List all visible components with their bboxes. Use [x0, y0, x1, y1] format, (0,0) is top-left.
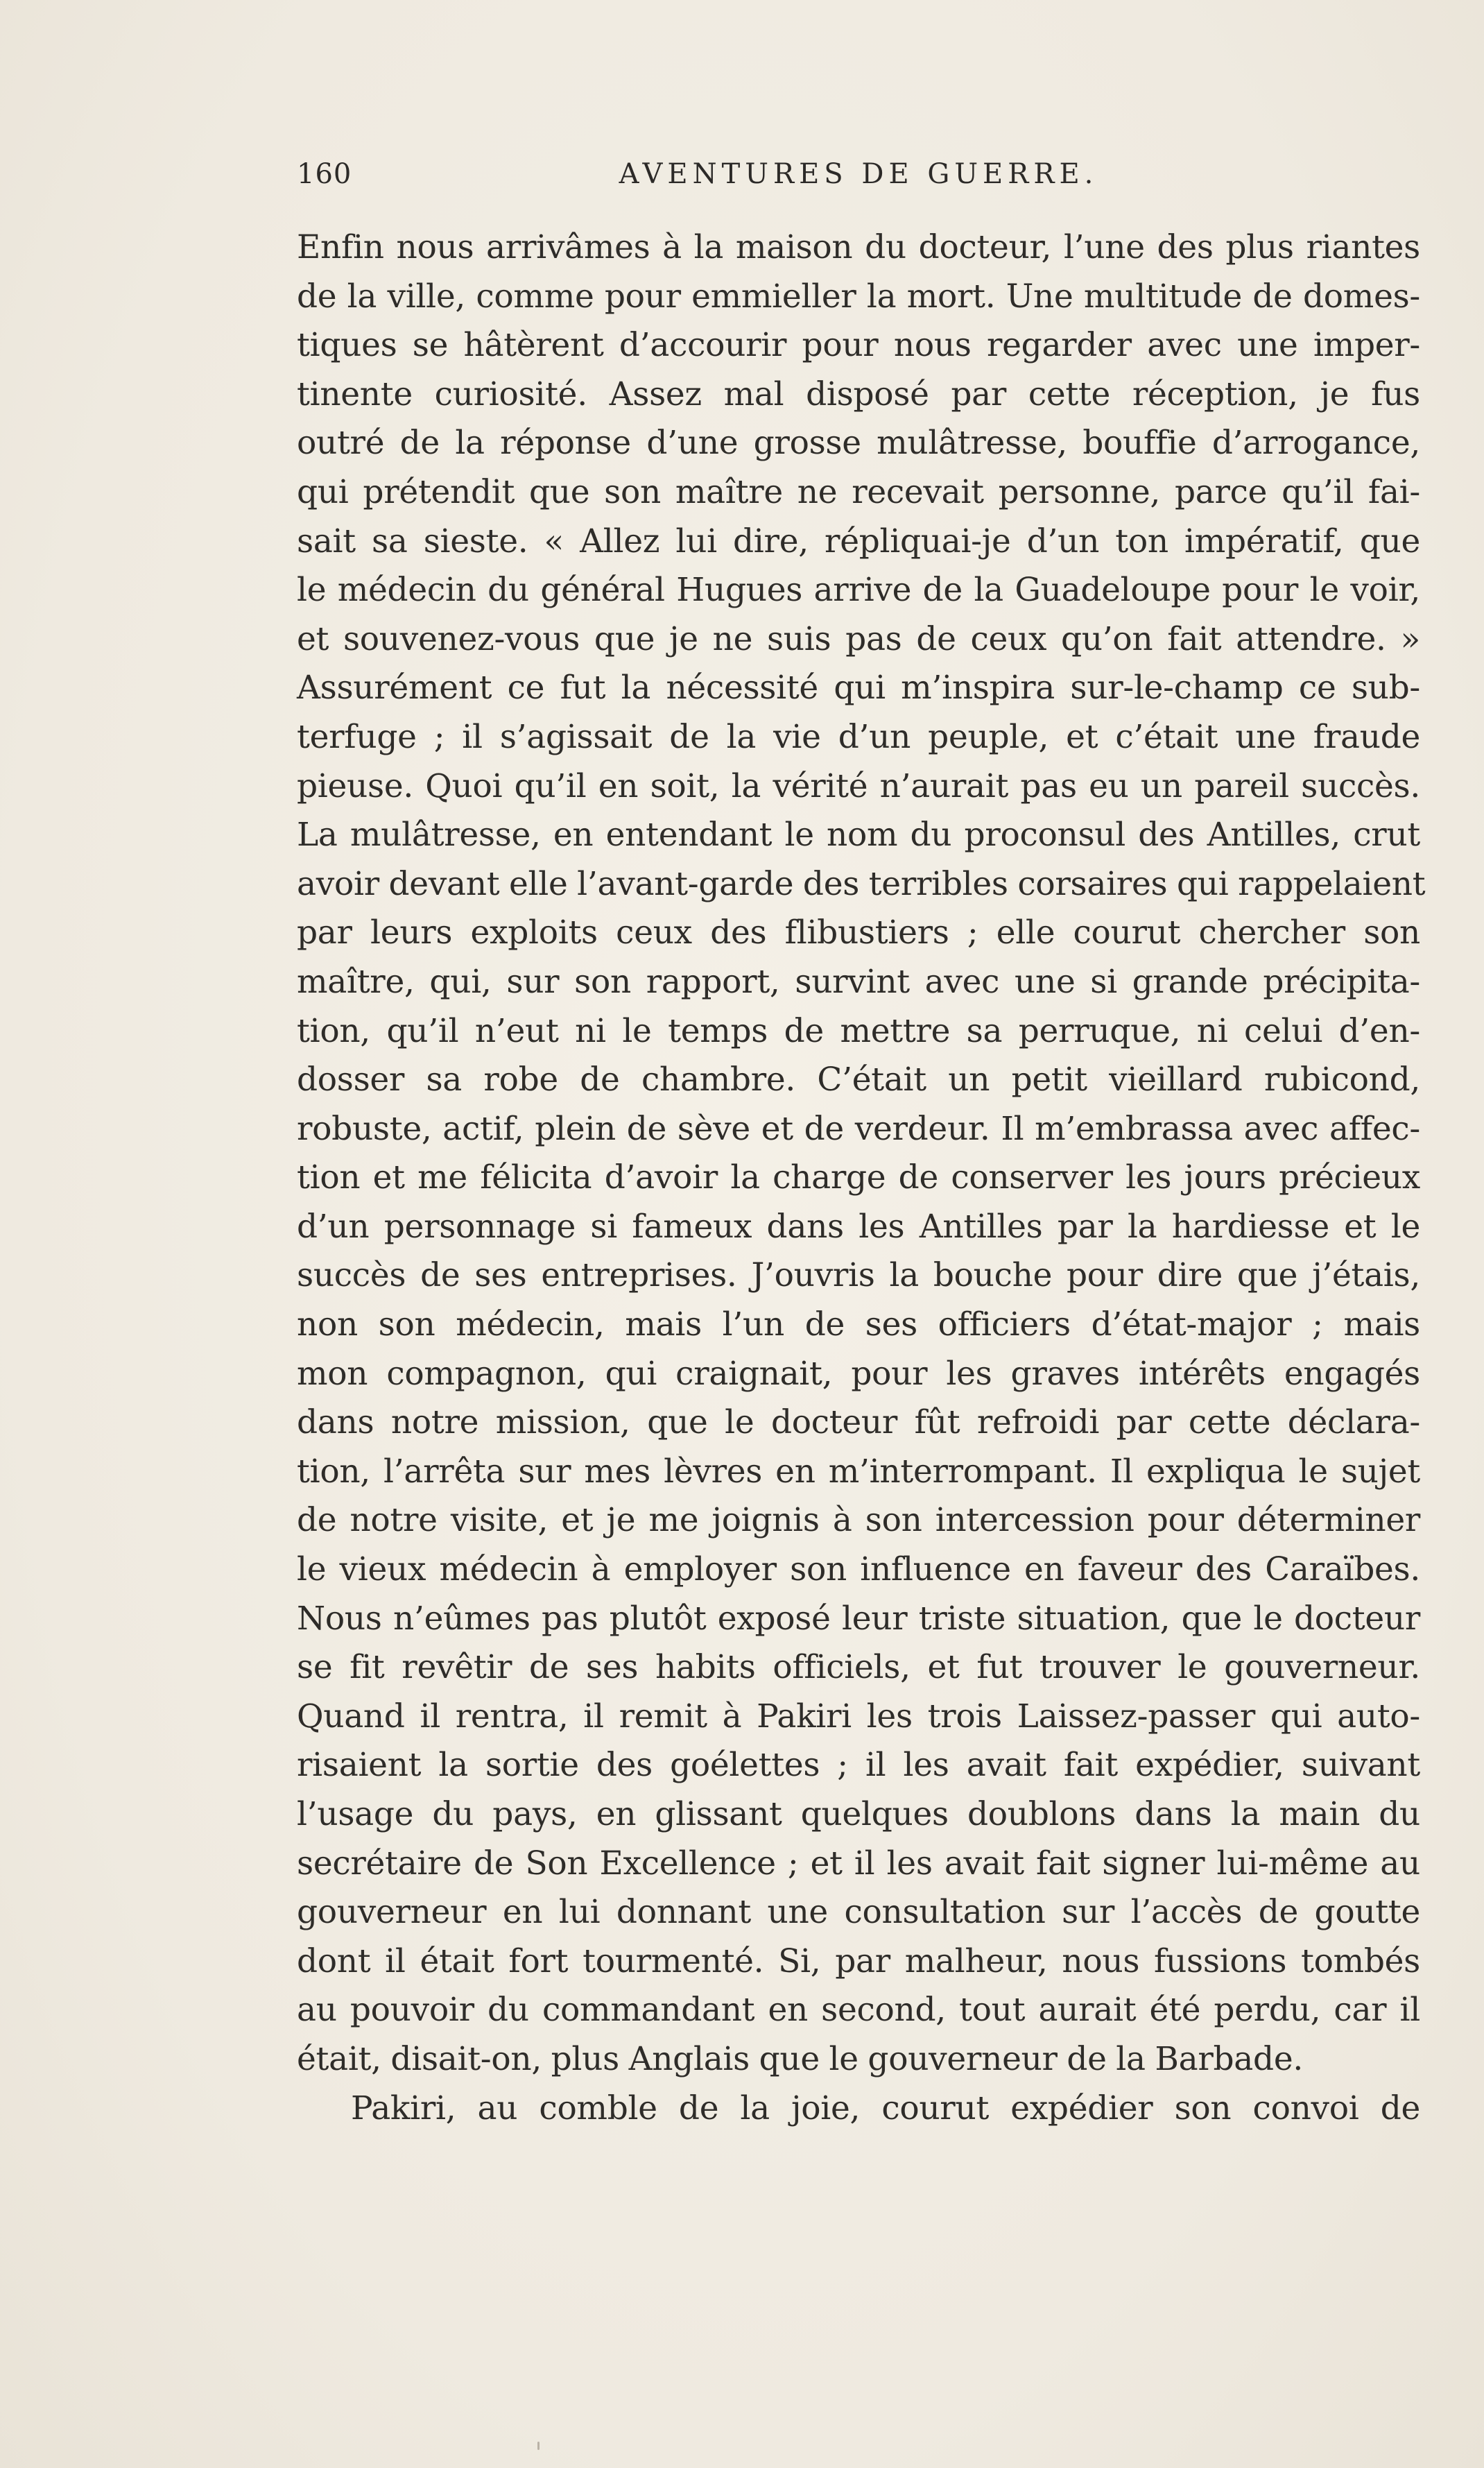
- page-header: [297, 158, 1420, 200]
- body-text: [297, 223, 1426, 2133]
- text-line: risaient la sortie des goélettes ; il les avait fait expédier, suivant: [297, 1746, 1420, 1785]
- paragraph-end-line: était, disait-on, plus Anglais que le gouverneur de la Barbade.: [297, 2039, 1303, 2078]
- text-line: se fit revêtir de ses habits officiels, et fut trouver le gouverneur.: [297, 1648, 1420, 1687]
- text-line: avoir devant elle l’avant-garde des terribles corsaires qui rappelaient: [297, 864, 1426, 903]
- text-line: gouverneur en lui donnant une consultation sur l’accès de goutte: [297, 1893, 1420, 1932]
- text-line: au pouvoir du commandant en second, tout aurait été perdu, car il: [297, 1991, 1420, 2030]
- text-line: et souvenez-vous que je ne suis pas de ceux qu’on fait attendre. »: [297, 619, 1420, 658]
- text-line: par leurs exploits ceux des flibustiers ; elle courut chercher son: [297, 914, 1420, 952]
- text-line: succès de ses entreprises. J’ouvris la bouche pour dire que j’étais,: [297, 1256, 1420, 1295]
- text-line: le vieux médecin à employer son influence en faveur des Caraïbes.: [297, 1550, 1420, 1589]
- text-line: dont il était fort tourmenté. Si, par malheur, nous fussions tombés: [297, 1942, 1420, 1980]
- text-line: de la ville, comme pour emmieller la mort. Une multitude de domes-: [297, 277, 1420, 316]
- text-line: dosser sa robe de chambre. C’était un petit vieillard rubicond,: [297, 1061, 1420, 1099]
- text-line: tiques se hâtèrent d’accourir pour nous regarder avec une imper-: [297, 326, 1420, 365]
- text-line: le médecin du général Hugues arrive de la Guadeloupe pour le voir,: [297, 571, 1420, 610]
- text-line: terfuge ; il s’agissait de la vie d’un peuple, et c’était une fraude: [297, 717, 1420, 756]
- text-line: tion, l’arrêta sur mes lèvres en m’interrompant. Il expliqua le sujet: [297, 1452, 1420, 1491]
- paragraph-start-line: Pakiri, au comble de la joie, courut expédier son convoi de: [351, 2089, 1420, 2127]
- text-line: tinente curiosité. Assez mal disposé par cette réception, je fus: [297, 375, 1420, 413]
- text-line: robuste, actif, plein de sève et de verdeur. Il m’embrassa avec affec-: [297, 1109, 1420, 1148]
- paper-speck: [537, 2442, 540, 2450]
- text-line: de notre visite, et je me joignis à son intercession pour déterminer: [297, 1501, 1420, 1540]
- text-line: outré de la réponse d’une grosse mulâtresse, bouffie d’arrogance,: [297, 424, 1420, 463]
- running-head: AVENTURES DE GUERRE.: [619, 158, 1098, 190]
- text-line: tion et me félicita d’avoir la charge de conserver les jours précieux: [297, 1158, 1420, 1197]
- text-line: secrétaire de Son Excellence ; et il les avait fait signer lui-même au: [297, 1844, 1420, 1883]
- text-line: maître, qui, sur son rapport, survint avec une si grande précipita-: [297, 962, 1420, 1001]
- text-line: dans notre mission, que le docteur fût refroidi par cette déclara-: [297, 1403, 1420, 1442]
- text-line: Quand il rentra, il remit à Pakiri les trois Laissez-passer qui auto-: [297, 1697, 1420, 1736]
- text-line: tion, qu’il n’eut ni le temps de mettre sa perruque, ni celui d’en-: [297, 1011, 1420, 1050]
- text-line: l’usage du pays, en glissant quelques doublons dans la main du: [297, 1795, 1420, 1833]
- text-line: pieuse. Quoi qu’il en soit, la vérité n’aurait pas eu un pareil succès.: [297, 766, 1420, 805]
- text-line: La mulâtresse, en entendant le nom du proconsul des Antilles, crut: [297, 816, 1420, 855]
- text-line: qui prétendit que son maître ne recevait personne, parce qu’il fai-: [297, 472, 1420, 511]
- text-line: non son médecin, mais l’un de ses officiers d’état-major ; mais: [297, 1305, 1420, 1344]
- text-line: sait sa sieste. « Allez lui dire, répliquai-je d’un ton impératif, que: [297, 522, 1420, 560]
- text-line: d’un personnage si fameux dans les Antilles par la hardiesse et le: [297, 1207, 1420, 1246]
- text-line: Enfin nous arrivâmes à la maison du docteur, l’une des plus riantes: [297, 228, 1420, 266]
- text-line: Assurément ce fut la nécessité qui m’inspira sur-le-champ ce sub-: [297, 669, 1420, 708]
- page-number: 160: [297, 158, 352, 190]
- text-line: Nous n’eûmes pas plutôt exposé leur triste situation, que le docteur: [297, 1599, 1420, 1638]
- text-line: mon compagnon, qui craignait, pour les graves intérêts engagés: [297, 1354, 1420, 1393]
